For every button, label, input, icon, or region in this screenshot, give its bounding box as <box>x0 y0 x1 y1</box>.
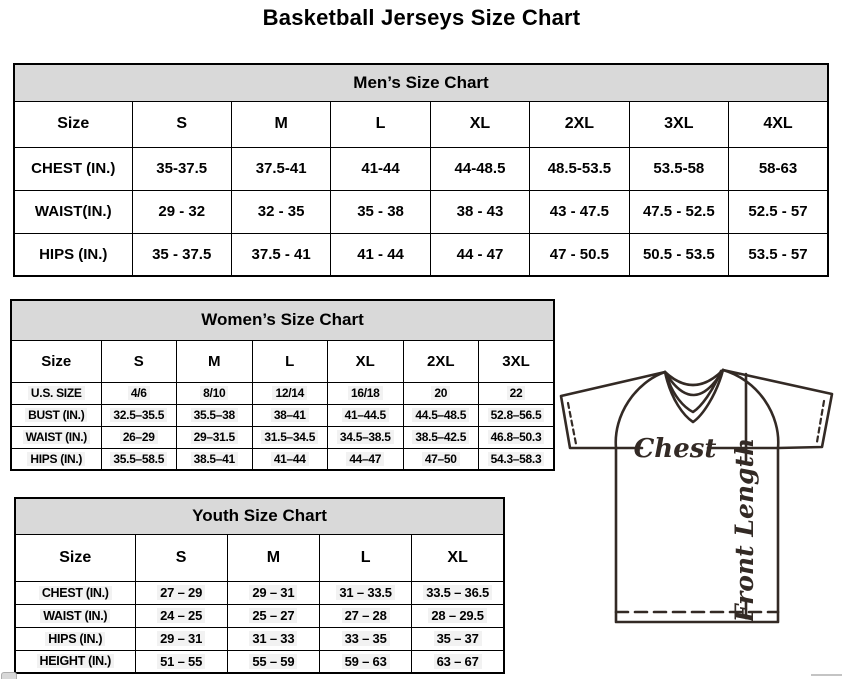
size-value-cell: 41 - 44 <box>331 233 430 276</box>
table-row <box>11 426 554 448</box>
table-row <box>15 627 504 650</box>
size-value-cell: 44-48.5 <box>430 147 529 190</box>
size-value-cell: 58-63 <box>729 147 828 190</box>
size-value-cell: 44.5–48.5 <box>403 404 479 426</box>
size-value-cell: 29 – 31 <box>135 627 227 650</box>
size-value-cell: 63 – 67 <box>412 650 504 673</box>
column-header: 3XL <box>629 101 728 147</box>
right-sleeve-seam <box>723 370 778 448</box>
size-value-cell: 44 - 47 <box>430 233 529 276</box>
size-value-cell: 16/18 <box>328 382 404 404</box>
column-header-row <box>14 101 828 147</box>
jersey-measurement-diagram <box>556 360 839 628</box>
size-value-cell: 35-37.5 <box>132 147 231 190</box>
size-value-cell: 43 - 47.5 <box>530 190 629 233</box>
page-title: Basketball Jerseys Size Chart <box>262 5 581 30</box>
size-value-cell: 35.5–38 <box>177 404 253 426</box>
size-value-cell: 12/14 <box>252 382 328 404</box>
size-value-cell: 22 <box>479 382 555 404</box>
size-value-cell: 27 – 28 <box>320 604 412 627</box>
size-value-cell: 35 - 37.5 <box>132 233 231 276</box>
row-label: HIPS (IN.) <box>15 627 135 650</box>
column-header: Size <box>14 101 132 147</box>
table-row <box>11 382 554 404</box>
size-value-cell: 37.5 - 41 <box>231 233 330 276</box>
size-value-cell: 35.5–58.5 <box>101 448 177 470</box>
size-value-cell: 20 <box>403 382 479 404</box>
womens-size-table <box>10 299 555 471</box>
size-value-cell: 31 – 33 <box>227 627 319 650</box>
size-value-cell: 51 – 55 <box>135 650 227 673</box>
column-header: L <box>331 101 430 147</box>
column-header: XL <box>430 101 529 147</box>
row-label: BUST (IN.) <box>11 404 101 426</box>
table-title: Youth Size Chart <box>15 498 504 534</box>
size-value-cell: 33 – 35 <box>320 627 412 650</box>
size-value-cell: 59 – 63 <box>320 650 412 673</box>
table-row <box>15 604 504 627</box>
table-row <box>15 581 504 604</box>
size-value-cell: 35 - 38 <box>331 190 430 233</box>
size-value-cell: 31 – 33.5 <box>320 581 412 604</box>
size-value-cell: 55 – 59 <box>227 650 319 673</box>
row-label: WAIST(IN.) <box>14 190 132 233</box>
size-value-cell: 28 – 29.5 <box>412 604 504 627</box>
column-header: S <box>135 534 227 581</box>
column-header: L <box>252 340 328 382</box>
row-label: U.S. SIZE <box>11 382 101 404</box>
front-length-label: Front Length <box>730 437 759 623</box>
row-label: CHEST (IN.) <box>15 581 135 604</box>
size-value-cell: 34.5–38.5 <box>328 426 404 448</box>
size-value-cell: 41–44 <box>252 448 328 470</box>
size-value-cell: 53.5-58 <box>629 147 728 190</box>
size-value-cell: 52.8–56.5 <box>479 404 555 426</box>
row-label: WAIST (IN.) <box>15 604 135 627</box>
column-header-row <box>11 340 554 382</box>
column-header: XL <box>328 340 404 382</box>
youth-size-table <box>14 497 505 674</box>
row-label: HIPS (IN.) <box>14 233 132 276</box>
size-value-cell: 53.5 - 57 <box>729 233 828 276</box>
size-value-cell: 26–29 <box>101 426 177 448</box>
table-row <box>15 650 504 673</box>
size-value-cell: 33.5 – 36.5 <box>412 581 504 604</box>
size-value-cell: 46.8–50.3 <box>479 426 555 448</box>
size-value-cell: 32 - 35 <box>231 190 330 233</box>
size-value-cell: 29–31.5 <box>177 426 253 448</box>
table-title: Men’s Size Chart <box>14 64 828 101</box>
size-value-cell: 38.5–41 <box>177 448 253 470</box>
size-value-cell: 38–41 <box>252 404 328 426</box>
row-label: CHEST (IN.) <box>14 147 132 190</box>
column-header: XL <box>412 534 504 581</box>
size-value-cell: 47–50 <box>403 448 479 470</box>
size-value-cell: 29 - 32 <box>132 190 231 233</box>
size-value-cell: 4/6 <box>101 382 177 404</box>
scrollbar-fragment[interactable] <box>811 674 842 676</box>
size-value-cell: 44–47 <box>328 448 404 470</box>
size-value-cell: 29 – 31 <box>227 581 319 604</box>
row-label: HIPS (IN.) <box>11 448 101 470</box>
scrollbar-thumb-fragment[interactable] <box>1 672 17 679</box>
size-value-cell: 41–44.5 <box>328 404 404 426</box>
column-header: Size <box>15 534 135 581</box>
column-header: 3XL <box>479 340 555 382</box>
table-row <box>11 448 554 470</box>
size-value-cell: 38 - 43 <box>430 190 529 233</box>
table-row <box>14 147 828 190</box>
size-value-cell: 41-44 <box>331 147 430 190</box>
size-value-cell: 47 - 50.5 <box>530 233 629 276</box>
column-header: M <box>177 340 253 382</box>
mens-size-table <box>13 63 829 277</box>
size-value-cell: 52.5 - 57 <box>729 190 828 233</box>
chest-label: Chest <box>633 434 717 464</box>
column-header: M <box>227 534 319 581</box>
size-value-cell: 27 – 29 <box>135 581 227 604</box>
table-row <box>14 190 828 233</box>
table-title-row <box>15 498 504 534</box>
jersey-diagram-svg <box>556 360 839 628</box>
column-header: L <box>320 534 412 581</box>
column-header: Size <box>11 340 101 382</box>
size-value-cell: 32.5–35.5 <box>101 404 177 426</box>
size-value-cell: 24 – 25 <box>135 604 227 627</box>
size-value-cell: 8/10 <box>177 382 253 404</box>
size-value-cell: 25 – 27 <box>227 604 319 627</box>
column-header: 2XL <box>530 101 629 147</box>
size-value-cell: 50.5 - 53.5 <box>629 233 728 276</box>
table-row <box>11 404 554 426</box>
column-header: 2XL <box>403 340 479 382</box>
table-title-row <box>14 64 828 101</box>
column-header: S <box>101 340 177 382</box>
size-value-cell: 37.5-41 <box>231 147 330 190</box>
size-value-cell: 35 – 37 <box>412 627 504 650</box>
column-header: M <box>231 101 330 147</box>
size-value-cell: 38.5–42.5 <box>403 426 479 448</box>
size-value-cell: 47.5 - 52.5 <box>629 190 728 233</box>
table-row <box>14 233 828 276</box>
size-value-cell: 31.5–34.5 <box>252 426 328 448</box>
table-title: Women’s Size Chart <box>11 300 554 340</box>
column-header: 4XL <box>729 101 828 147</box>
row-label: HEIGHT (IN.) <box>15 650 135 673</box>
row-label: WAIST (IN.) <box>11 426 101 448</box>
column-header-row <box>15 534 504 581</box>
table-title-row <box>11 300 554 340</box>
size-value-cell: 54.3–58.3 <box>479 448 555 470</box>
size-value-cell: 48.5-53.5 <box>530 147 629 190</box>
column-header: S <box>132 101 231 147</box>
